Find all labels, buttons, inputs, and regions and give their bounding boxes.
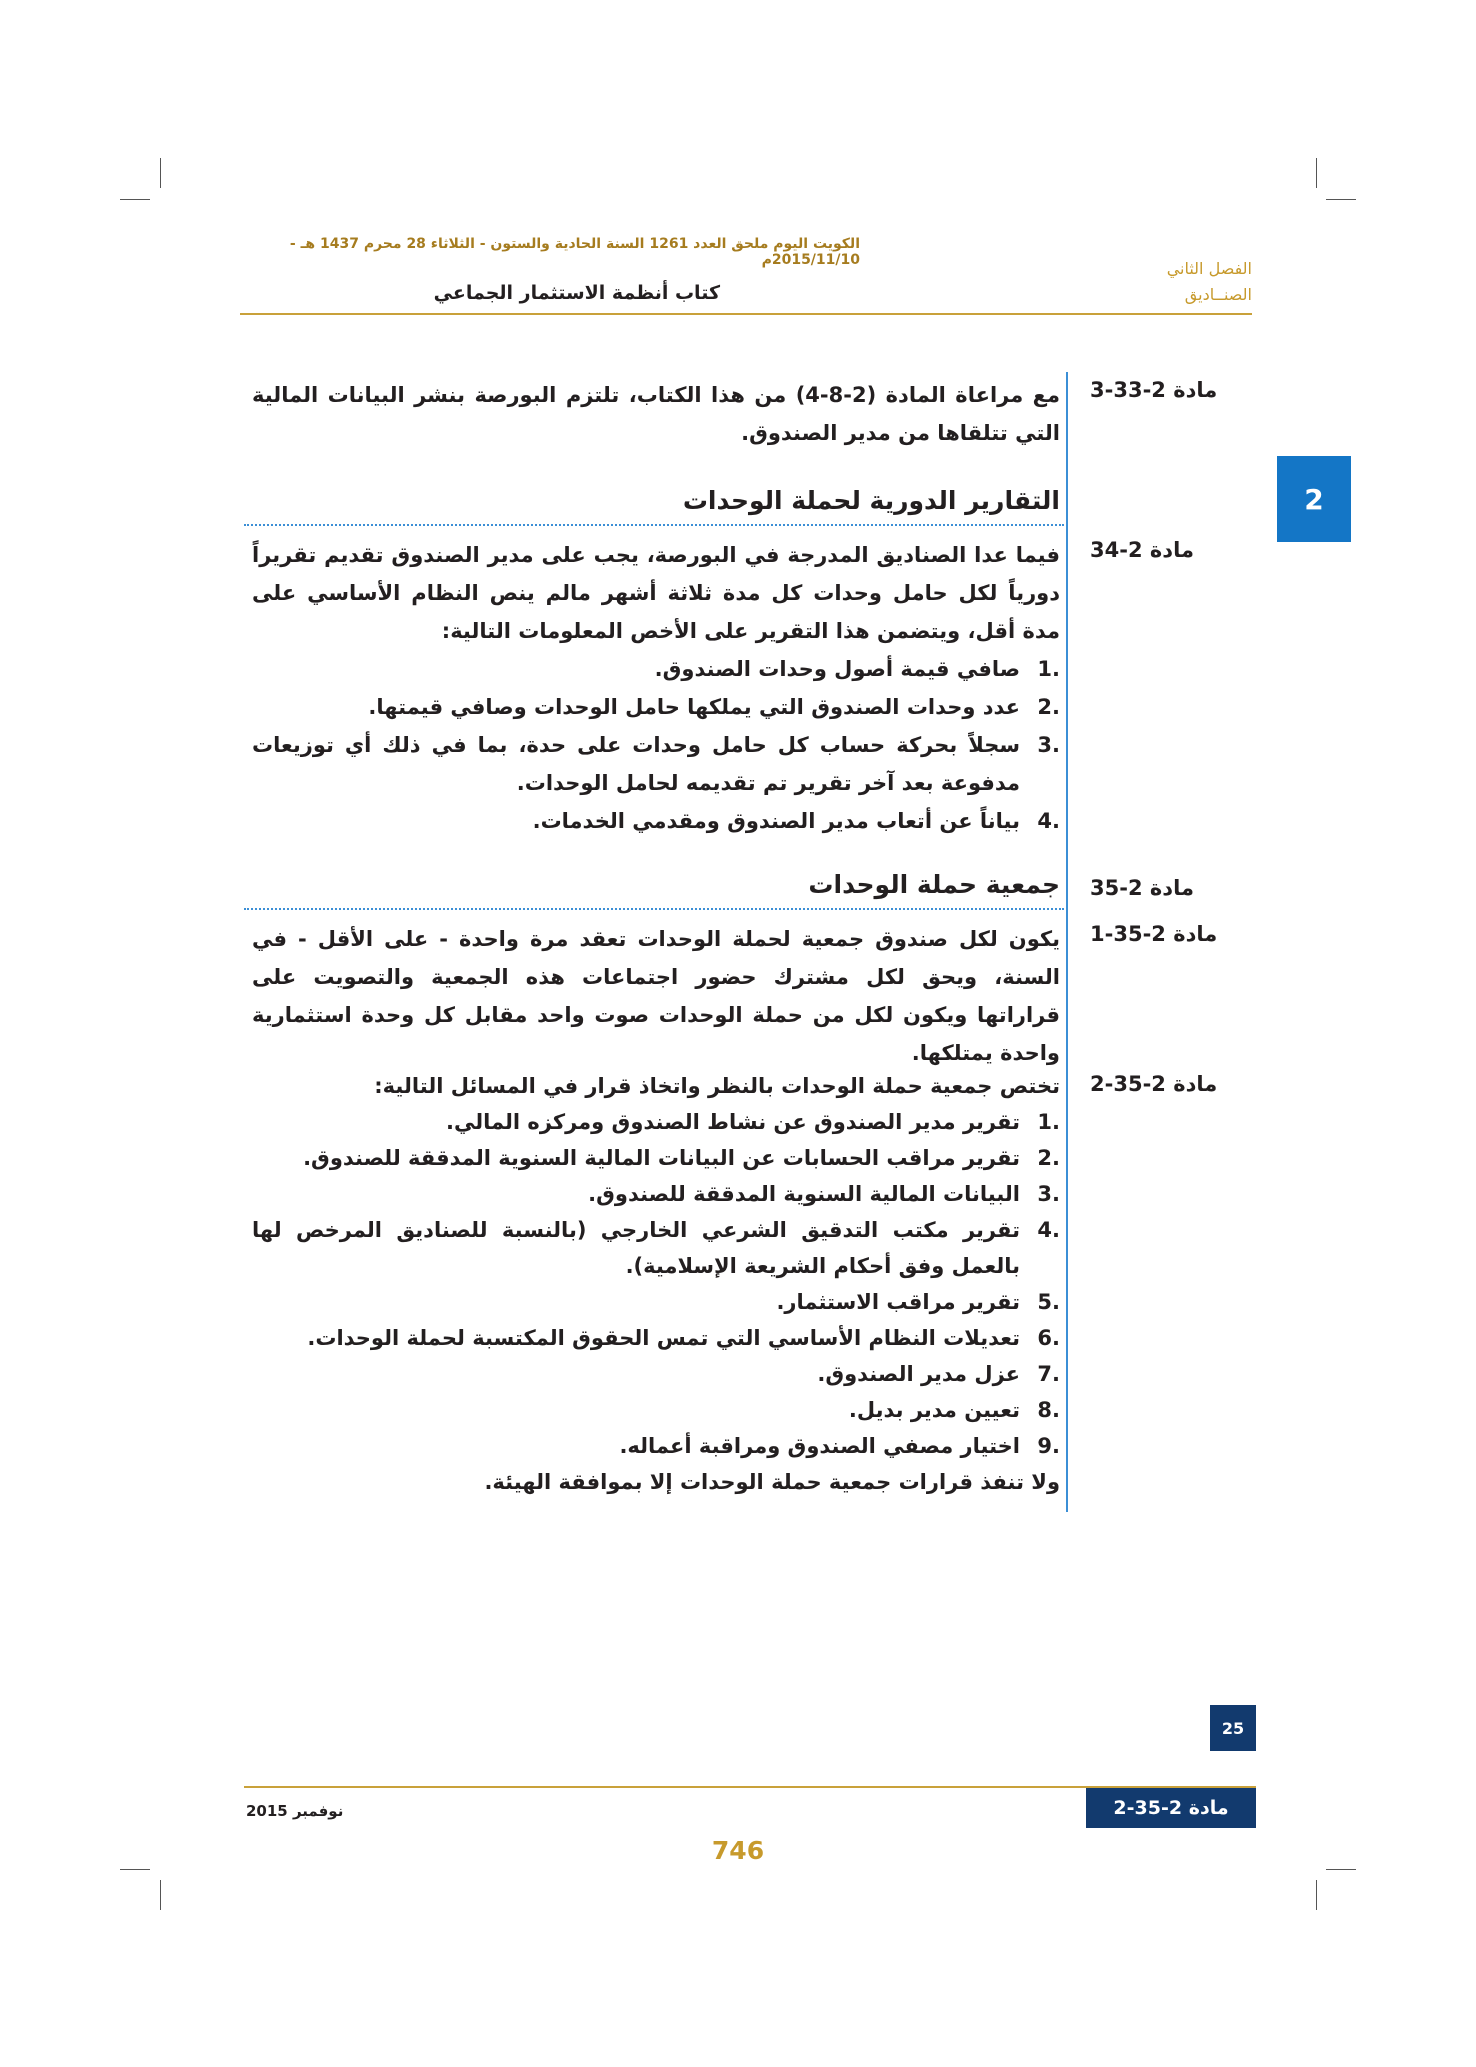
list-item — [252, 1428, 1060, 1464]
item-text: بياناً عن أتعاب مدير الصندوق ومقدمي الخدمات. — [532, 809, 1020, 833]
chapter-label: الفصل الثاني — [1166, 259, 1252, 278]
item-number: 4. — [1037, 809, 1060, 833]
list-item — [252, 1356, 1060, 1392]
book-title: كتاب أنظمة الاستثمار الجماعي — [433, 282, 720, 304]
list-item — [252, 1320, 1060, 1356]
item-number: 1. — [1037, 657, 1060, 681]
crop-mark — [1326, 199, 1356, 200]
item-number: 2. — [1037, 1146, 1060, 1170]
page-number: 746 — [711, 1836, 765, 1865]
list-item — [252, 1104, 1060, 1140]
article-label: مادة 2-35 — [1090, 876, 1194, 900]
article-body — [252, 536, 1060, 840]
list-item — [252, 1212, 1060, 1284]
article-body — [252, 1068, 1060, 1500]
column-divider — [1066, 372, 1068, 1512]
item-text: البيانات المالية السنوية المدققة للصندوق. — [588, 1182, 1020, 1206]
article-list — [252, 1104, 1060, 1464]
item-text: عدد وحدات الصندوق التي يملكها حامل الوحدات وصافي قيمتها. — [368, 695, 1020, 719]
item-number: 3. — [1037, 733, 1060, 757]
list-item — [252, 688, 1060, 726]
list-item — [252, 1176, 1060, 1212]
item-number: 1. — [1037, 1110, 1060, 1134]
page-number-box: 25 — [1210, 1705, 1256, 1751]
footer-date: نوفمبر 2015 — [246, 1802, 344, 1820]
item-text: سجلاً بحركة حساب كل حامل وحدات على حدة، بما في ذلك أي توزيعات مدفوعة بعد آخر تقرير تم تقديمه لحامل الوحدات. — [252, 733, 1020, 795]
crop-mark — [1316, 1880, 1317, 1910]
article-text: يكون لكل صندوق جمعية لحملة الوحدات تعقد مرة واحدة - على الأقل - في السنة، ويحق لكل مشترك حضور اجتماعات هذه الجمعية والتصويت على قراراتها ويكون لكل من حملة الوحدات صوت واحد مقابل كل وحدة استثمارية واحدة يمتلكها. — [252, 927, 1060, 1065]
item-text: تعيين مدير بديل. — [848, 1398, 1020, 1422]
chapter-tab: 2 — [1277, 456, 1351, 542]
item-number: 6. — [1037, 1326, 1060, 1350]
list-item — [252, 1392, 1060, 1428]
crop-mark — [1326, 1869, 1356, 1870]
list-item — [252, 1284, 1060, 1320]
crop-mark — [160, 1880, 161, 1910]
item-number: 7. — [1037, 1362, 1060, 1386]
gazette-line: الكويت اليوم ملحق العدد 1261 السنة الحادية والستون - الثلاثاء 28 محرم 1437 هـ - 2015/11/10م — [289, 236, 860, 268]
item-number: 9. — [1037, 1434, 1060, 1458]
item-number: 5. — [1037, 1290, 1060, 1314]
article-label: مادة 2-34 — [1090, 538, 1194, 562]
article-text: مع مراعاة المادة (2-8-4) من هذا الكتاب، تلتزم البورصة بنشر البيانات المالية التي تتلقاها من مدير الصندوق. — [252, 383, 1060, 445]
article-intro: تختص جمعية حملة الوحدات بالنظر واتخاذ قرار في المسائل التالية: — [374, 1074, 1060, 1098]
item-text: تعديلات النظام الأساسي التي تمس الحقوق المكتسبة لحملة الوحدات. — [307, 1326, 1020, 1350]
crop-mark — [160, 158, 161, 188]
item-text: تقرير مدير الصندوق عن نشاط الصندوق ومركزه المالي. — [445, 1110, 1020, 1134]
section-title: التقارير الدورية لحملة الوحدات — [682, 486, 1060, 515]
item-number: 8. — [1037, 1398, 1060, 1422]
list-item — [252, 650, 1060, 688]
list-item — [252, 1140, 1060, 1176]
article-intro: فيما عدا الصناديق المدرجة في البورصة، يجب على مدير الصندوق تقديم تقريراً دورياً لكل حامل وحدات كل مدة ثلاثة أشهر مالم ينص النظام الأساسي على مدة أقل، ويتضمن هذا التقرير على الأخص المعلومات التالية: — [252, 543, 1060, 643]
item-text: تقرير مراقب الاستثمار. — [776, 1290, 1020, 1314]
crop-mark — [120, 1869, 150, 1870]
dotted-divider — [244, 908, 1064, 910]
item-number: 3. — [1037, 1182, 1060, 1206]
item-text: اختيار مصفي الصندوق ومراقبة أعماله. — [619, 1434, 1020, 1458]
item-text: عزل مدير الصندوق. — [817, 1362, 1020, 1386]
chapter-name: الصنــاديق — [1184, 285, 1252, 304]
item-text: تقرير مكتب التدقيق الشرعي الخارجي (بالنسبة للصناديق المرخص لها بالعمل وفق أحكام الشريعة الإسلامية). — [252, 1218, 1020, 1278]
item-number: 2. — [1037, 695, 1060, 719]
item-text: صافي قيمة أصول وحدات الصندوق. — [654, 657, 1020, 681]
header-rule — [240, 313, 1252, 315]
footer-article-tag: مادة 2-35-2 — [1086, 1788, 1256, 1828]
list-item — [252, 726, 1060, 802]
chapter-heading — [1052, 256, 1252, 308]
crop-mark — [1316, 158, 1317, 188]
item-text: تقرير مراقب الحسابات عن البيانات المالية السنوية المدققة للصندوق. — [303, 1146, 1020, 1170]
article-closing: ولا تنفذ قرارات جمعية حملة الوحدات إلا بموافقة الهيئة. — [484, 1470, 1060, 1494]
item-number: 4. — [1037, 1218, 1060, 1242]
article-label: مادة 2-33-3 — [1090, 378, 1218, 402]
article-label: مادة 2-35-2 — [1090, 1072, 1218, 1096]
section-title: جمعية حملة الوحدات — [808, 870, 1060, 899]
article-list — [252, 650, 1060, 840]
article-label: مادة 2-35-1 — [1090, 922, 1218, 946]
list-item — [252, 802, 1060, 840]
crop-mark — [120, 199, 150, 200]
dotted-divider — [244, 524, 1064, 526]
